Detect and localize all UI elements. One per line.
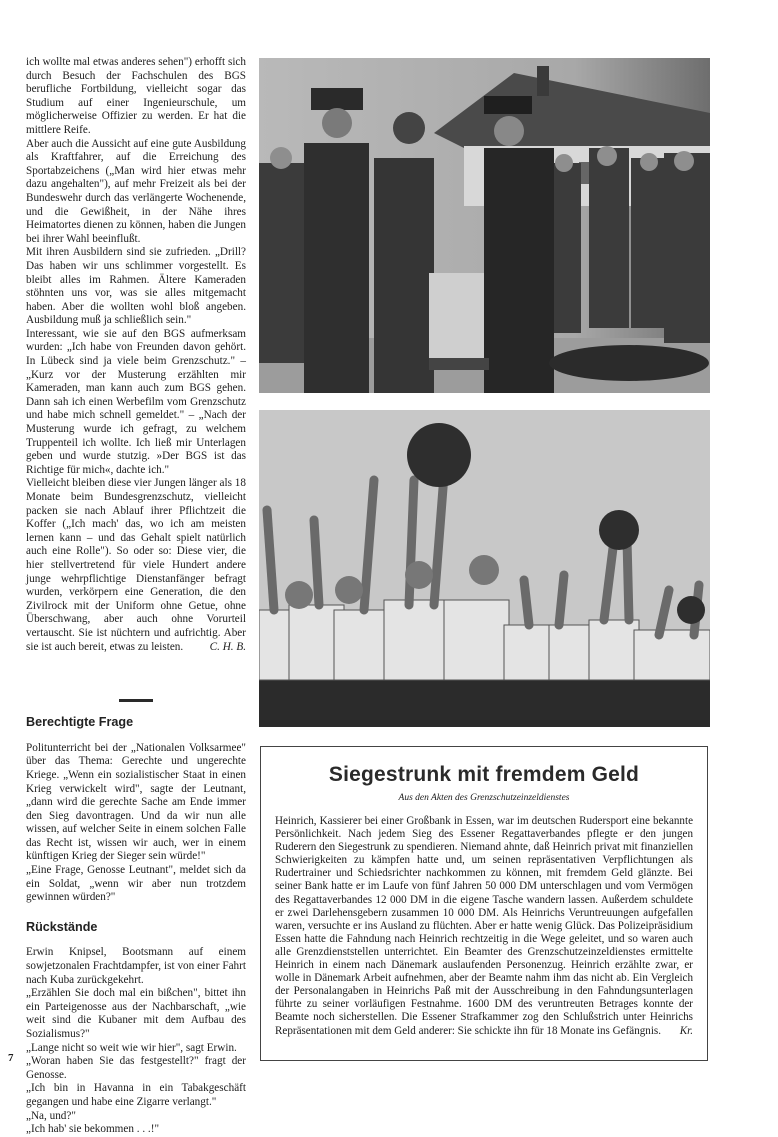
boxed-article-signature: Kr. — [679, 1024, 693, 1037]
section-paragraph: „Lange nicht so weit wie wir hier", sagt Erwin. — [26, 1041, 237, 1054]
section-heading-rueckstaende: Rückstände — [26, 919, 98, 934]
photo-gymnastics-illustration — [259, 410, 710, 727]
section-heading-berechtigte-frage: Berechtigte Frage — [26, 715, 134, 730]
photo-uniformed-soldiers-illustration — [259, 58, 710, 393]
section-paragraph: Politunterricht bei der „Nationalen Volksarmee" über das Thema: Gerechte und ungerechte Kriege. „Wenn ein sozialistischer Staat in einen Krieg verwickelt wird", sagte der Leutnant, „dann wird die gerechte Sache am Ende immer den Sieg davontragen. Und da wir nun alle wissen, auf welcher Seite in einem solchen Falle das Recht ist, wissen wir auch, wer in einem künftigen Krieg der Sieger sein würde!" — [26, 741, 246, 863]
section-paragraph: „Ich hab' sie bekommen . . .!" — [26, 1123, 160, 1136]
section-divider — [119, 699, 153, 702]
intro-paragraph: Interessant, wie sie auf den BGS aufmerksam wurden: „Ich habe von Freunden davon gehört. In Lübeck sind ja viele beim Grenzschutz." – „Kurz vor der Musterung erzählten mir Kameraden, man kann auch zum BGS gehen. Dann sah ich einen Werbefilm vom Grenzschutz und habe mich schnell gemeldet." – „Nach der Musterung wurde ich gefragt, zu welchem Truppenteil ich wollte. Ich ließ mir Unterlagen geben und wurde stutzig. »Der BGS ist das Richtige für mich«, dachte ich." — [26, 327, 246, 476]
page-number: 7 — [8, 1052, 14, 1064]
intro-paragraph: Mit ihren Ausbildern sind sie zufrieden. „Drill? Das haben wir uns schlimmer vorgestellt. Es bleibt alles im Rahmen. Ältere Kameraden stöhnten uns vor, was sie alles mitgemacht haben. Aber die wollten wohl bloß angeben. Ausbildung muß ja schließlich sein." — [26, 246, 246, 327]
boxed-article-text: Heinrich, Kassierer bei einer Großbank in Essen, war im deutschen Rudersport eine bekannte Persönlichkeit. Nach jedem Sieg des Essener Regattaverbandes pflegte er den jungen Ruderern den Siegestrunk zu spendieren. Niemand ahnte, daß Heinrich privat mit finanziellen Schwierigkeiten zu kämpfen hatte und, um seinen repräsentativen Verpflichtungen als Rudertrainer und Schiedsrichter nachkommen zu können, mit fremdem Geld glänzte. Bei seiner Bank hatte er im Laufe von fünf Jahren 50 000 DM unterschlagen und vom Vermögen des Regattaverbandes 12 000 DM in die eigene Tasche wandern lassen. Außerdem schuldete er zwei Darlehensgebern zusammen 10 000 DM. Als Heinrichs Veruntreuungen aufgefallen waren, versuchte er ins Ausland zu flüchten. Aber er hatte wenig Glück. Das Polizeipräsidium Essen hatte die Fahndung nach Heinrich rechtzeitig in die Wege geleitet, und so waren auch alle Grenzdienststellen unterrichtet. Ein Beamter des Grenzschutzeinzeldienstes ermittelte Heinrich in einem nach Dänemark auslaufenden Personenzug. Heinrich erzählte zwar, er wolle in Dänemark Arbeit aufnehmen, aber der Beamte nahm ihm das nicht ab. Ein Vergleich der Personalangaben in Heinrichs Paß mit der Ausschreibung in den Fahndungsunterlagen führte zu seiner vorläufigen Festnahme. 1600 DM des veruntreuten Betrages konnte der Beamte noch sicherstellen. Die Essener Strafkammer zog den Schlußstrich unter Heinrichs Repräsentationen mit dem Geld anderer: Sie schickte ihn für 18 Monate ins Gefängnis. — [275, 815, 693, 1037]
section-paragraph: „Ich bin in Havanna in ein Tabakgeschäft gegangen und habe eine Zigarre verlangt." — [26, 1082, 246, 1108]
photo-gas-mask-training — [259, 58, 710, 393]
photo-medicine-ball-gymnastics — [259, 410, 710, 727]
intro-paragraph: Aber auch die Aussicht auf eine gute Ausbildung als Kraftfahrer, auf die Erreichung des Sportabzeichens („Man wird hier etwas mehr dazu angehalten"), auf mehr Freizeit als bei der Bundeswehr durch das verlängerte Wochenende, und die Gewißheit, in der Nähe ihres Heimatortes dienen zu können, haben die Jungen bei ihrer Wahl beeinflußt. — [26, 137, 246, 245]
left-text-column — [26, 56, 246, 1137]
section-paragraph: „Eine Frage, Genosse Leutnant", meldet sich da ein Soldat, „wenn wir aber nun trotzdem gewinnen würden?" — [26, 864, 246, 904]
section-paragraph: „Na, und?" — [26, 1109, 76, 1122]
boxed-article-subtitle: Aus den Akten des Grenzschutzeinzeldienstes — [398, 793, 570, 803]
boxed-article-title: Siegestrunk mit fremdem Geld — [328, 763, 640, 786]
intro-paragraph — [26, 477, 246, 654]
section-paragraph: „Woran haben Sie das festgestellt?" fragt der Genosse. — [26, 1055, 246, 1081]
boxed-article-body — [275, 815, 693, 1038]
section-paragraph: Erwin Knipsel, Bootsmann auf einem sowjetzonalen Frachtdampfer, ist von einer Fahrt nach Kuba zurückgekehrt. — [26, 946, 246, 986]
section-paragraph: „Erzählen Sie doch mal ein bißchen", bittet ihn ein Parteigenosse aus der Nachbarschaft, „wie weit sind die Kubaner mit dem Aufbau des Sozialismus?" — [26, 987, 246, 1040]
author-signature: C. H. B. — [209, 640, 246, 653]
intro-paragraph-text: Vielleicht bleiben diese vier Jungen länger als 18 Monate beim Bundesgrenzschutz, vielleicht packen sie nach Ablauf ihrer Pflichtzeit die Koffer („Ich mach' das, wo ich am meisten lernen kann – und das Gehalt spielt natürlich auch eine Rolle"). So oder so: Diese vier, die hier stellvertretend für viele Hundert andere junge wehrpflichtige Dienstanfänger befragt wurden, verkörpern eine Generation, die den Zivilrock mit der Uniform ohne Getue, ohne Überschwang, aber auch ohne Vorurteil vertauscht. Sie ist nüchtern und aufrichtig. Aber sie ist auch bereit, etwas zu leisten. — [26, 477, 246, 653]
boxed-article — [260, 746, 708, 1061]
intro-paragraph: ich wollte mal etwas anderes sehen") erhofft sich durch Besuch der Fachschulen des BGS berufliche Fortbildung, vielleicht sogar das Studium auf einer Ingenieurschule, um möglicherweise Offizier zu werden. Er hat die mittlere Reife. — [26, 56, 246, 136]
